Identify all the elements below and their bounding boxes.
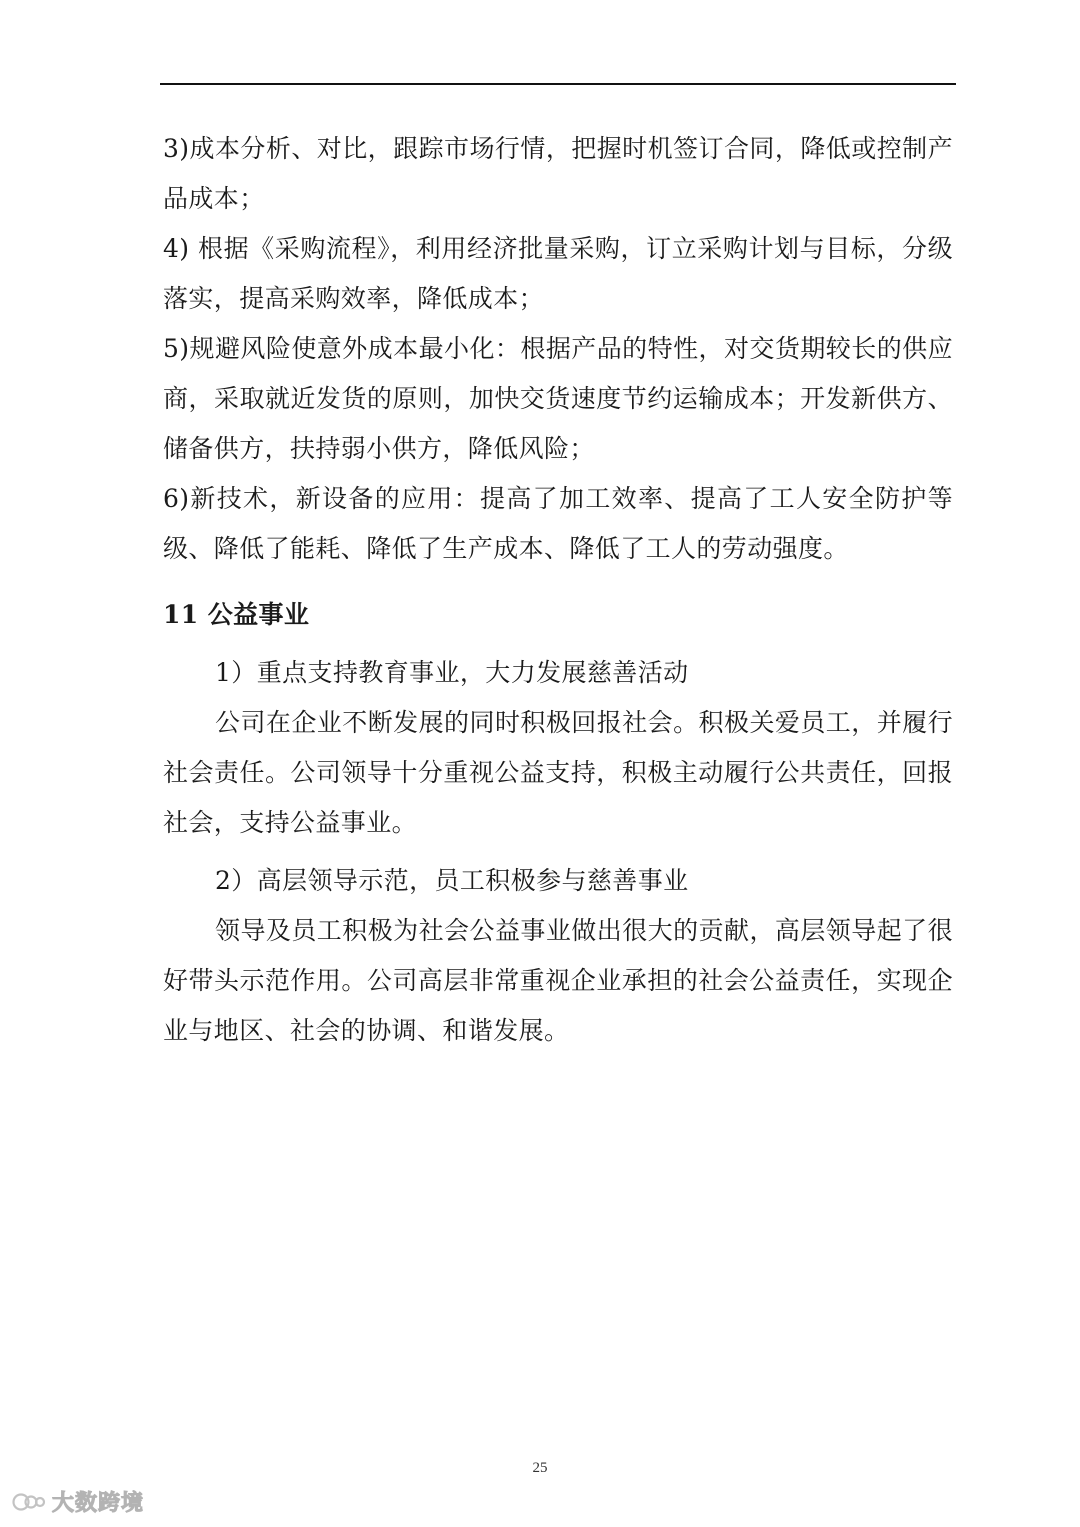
item1-title: 1）重点支持教育事业，大力发展慈善活动 (215, 658, 689, 687)
page-number: 25 (532, 1460, 548, 1476)
paragraph-cost-analysis: 3)成本分析、对比，跟踪市场行情，把握时机签订合同，降低或控制产品成本； (163, 134, 953, 213)
item1-body: 公司在企业不断发展的同时积极回报社会。积极关爱员工，并履行社会责任。公司领导十分重视公益支持，积极主动履行公共责任，回报社会，支持公益事业。 (163, 708, 953, 837)
document-body (163, 124, 953, 1056)
item2-body: 领导及员工积极为社会公益事业做出很大的贡献，高层领导起了很好带头示范作用。公司高层非常重视企业承担的社会公益责任，实现企业与地区、社会的协调、和谐发展。 (163, 916, 953, 1045)
watermark (12, 1486, 144, 1517)
watermark-text: 大数跨境 (52, 1491, 145, 1516)
paragraph-procurement-process: 4) 根据《采购流程》，利用经济批量采购，订立采购计划与目标，分级落实，提高采购效率，降低成本； (163, 234, 953, 313)
paragraph-new-technology: 6)新技术，新设备的应用：提高了加工效率、提高了工人安全防护等级、降低了能耗、降低了生产成本、降低了工人的劳动强度。 (163, 484, 953, 563)
paragraph-risk-avoidance: 5)规避风险使意外成本最小化：根据产品的特性，对交货期较长的供应商，采取就近发货的原则，加快交货速度节约运输成本；开发新供方、储备供方，扶持弱小供方，降低风险； (163, 334, 953, 463)
logo-icon (12, 1490, 46, 1514)
item2-title: 2）高层领导示范，员工积极参与慈善事业 (215, 866, 689, 895)
header-rule (160, 83, 956, 85)
section-heading: 11 公益事业 (163, 600, 310, 629)
